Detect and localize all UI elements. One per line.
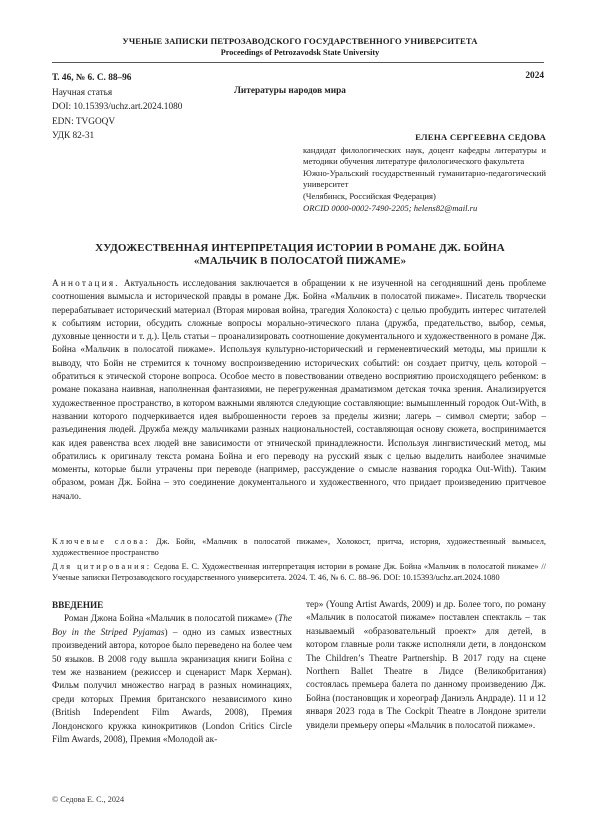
journal-title: УЧЕНЫЕ ЗАПИСКИ ПЕТРОЗАВОДСКОГО ГОСУДАРСТВЕННОГО УНИВЕРСИТЕТА [122,36,478,46]
intro-text-part2: ) – одно из самых известных произведений автора, которое было переведено на более чем 50 языков. В 2008 году вышла экранизация книги Бойна с тем же названием (режиссер и сценарист Марк Херман). Фильм получил множество наград в разных номинациях, среди которых Премия британского независимого кино (British Independent Film Awards, 2008), Премия Лондонского кружка кинокритиков (London Critics Circle Film Awards, 2008), Премия «Молодой ак- [52,627,292,746]
volume-pages: Т. 46, № 6. С. 88–96 [52,73,132,83]
author-location: (Челябинск, Российская Федерация) [303,190,436,201]
intro-paragraph [52,613,292,747]
section-heading-introduction: ВВЕДЕНИЕ [52,600,104,610]
journal-subtitle: Proceedings of Petrozavodsk State University [220,48,380,57]
article-meta [52,71,182,144]
author-orcid-email: ORCID 0000-0002-7490-2205; helens82@mail.ru [303,202,478,213]
keywords [52,537,546,559]
doi: DOI: 10.15393/uchz.art.2024.1080 [52,102,183,113]
author-name: ЕЛЕНА СЕРГЕЕВНА СЕДОВА [415,132,546,142]
intro-paragraph-continued: тер» (Young Artist Awards, 2009) и др. Более того, по роману «Мальчик в полосатой пижаме» поставлен спектакль – так называемый «образовательный проект» для детей, в котором главные роли также исполняли дети, в лондонском The Children’s Theatre Partnership. В 2017 году на сцене Northern Ballet Theatre в Лидсе (Великобритания) состоялась премьера балета по данному произведению Дж. Бойна (постановщик и хореограф Даниэль Андраде). 11 и 12 января 2023 года в The Cockpit Theatre в Лондоне зрители увидели премьеру оперы «Мальчик в полосатой пижаме». [306,600,546,731]
publication-year: 2024 [525,71,544,81]
udk: УДК 82-31 [52,131,95,142]
intro-text-part1: Роман Джона Бойна «Мальчик в полосатой пижаме» ( [64,614,279,625]
citation-label: Для цитирования: [52,562,152,571]
original-title-italic: The Boy in the Striped Pyjamas [52,614,292,638]
keywords-text: Дж. Бойн, «Мальчик в полосатой пижаме», Холокост, притча, история, художественный вымысел, художественное пространство [52,537,546,557]
author-affiliation: Южно-Уральский государственный гуманитарно-педагогический университет [303,167,546,190]
author-position: кандидат филологических наук, доцент кафедры литературы и методики обучения литературе филологического факультета [303,144,546,167]
body-column-left [52,599,292,747]
abstract-label: Аннотация. [52,279,120,289]
abstract [52,278,546,504]
header-divider [52,62,544,63]
edn: EDN: TVGOQV [52,116,116,127]
article-type: Научная статья [52,87,113,98]
citation [52,562,546,584]
citation-text: Седова Е. С. Художественная интерпретация истории в романе Дж. Бойна «Мальчик в полосатой пижаме» // Ученые записки Петрозаводского государственного университета. 2024. Т. 46, № 6. С. 88–96. DOI: 10.15393/uchz.art.2024.1080 [52,562,546,582]
article-title-line1: ХУДОЖЕСТВЕННАЯ ИНТЕРПРЕТАЦИЯ ИСТОРИИ В РОМАНЕ ДЖ. БОЙНА [95,242,505,254]
rubric: Литературы народов мира [234,86,346,96]
keywords-label: Ключевые слова: [52,537,150,546]
article-title-line2: «МАЛЬЧИК В ПОЛОСАТОЙ ПИЖАМЕ» [193,255,407,268]
article-title [40,242,560,269]
copyright-notice: © Седова Е. С., 2024 [52,795,125,804]
author-block [303,132,546,214]
abstract-text: Актуальность исследования заключается в обращении к не изученной на сегодняшний день проблеме соотношения вымысла и исторической правды в романе Дж. Бойна «Мальчик в полосатой пижаме». Писатель творчески перерабатывает исторический материал (Вторая мировая война, трагедия Холокоста) с целью пробудить интерес читателей к событиям истории, обсудить сложные вопросы морально-этического плана (дружба, предательство, выбор, семья, духовные ценности и т. д.). Цель статьи – проанализировать соотношение документального и художественного в романе Дж. Бойна «Мальчик в полосатой пижаме». Используя культурно-исторический и герменевтический методы, мы пришли к выводу, что Бойн не стремится к точному воспроизведению исторических событий: он создает притчу, цель которой – обратиться к этической стороне вопроса. Особое место в повествовании отведено восприятию происходящего ребенком: в романе показана наивная, наполненная фантазиями, не перегруженная драматизмом детская точка зрения. Анализируется художественное пространство, в котором важными являются следующие составляющие: вымышленный городок Out-With, в названии которого подчеркивается идея выброшенности героев за пределы жизни; лагерь – символ смерти; забор – разъединения людей. Дружба между мальчиками разных национальностей, составляющая основу сюжета, воспринимается как идея равенства всех людей вне зависимости от этнической принадлежности. Используя лингвистический метод, мы обратились к оригиналу текста романа Бойна и его переводу на русский язык с целью выделить наиболее значимые моменты, которые были утрачены при переводе (например, рассуждение о смысле названия городка Out-With). Таким образом, роман Дж. Бойна – это соединение документального и художественного, что придает произведению притчевое начало. [52,279,546,502]
body-column-right [306,599,546,733]
